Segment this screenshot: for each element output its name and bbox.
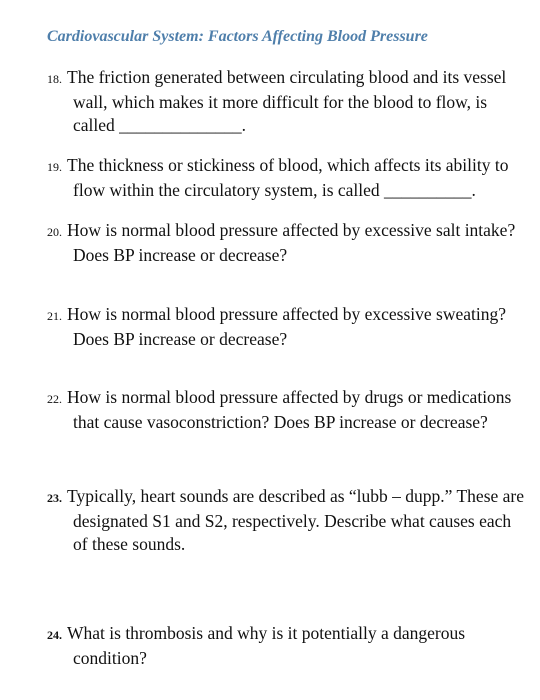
question-21: [47, 303, 525, 351]
question-24: [47, 622, 525, 670]
question-text: The thickness or stickiness of blood, which affects its ability to flow within the circulatory system, is called __________.: [67, 155, 509, 200]
question-number: 22.: [47, 392, 62, 406]
question-number: 20.: [47, 225, 62, 239]
worksheet-title: Cardiovascular System: Factors Affecting Blood Pressure: [47, 28, 428, 45]
question-text: How is normal blood pressure affected by excessive sweating? Does BP increase or decrease?: [67, 304, 506, 349]
question-text: Typically, heart sounds are described as “lubb – dupp.” These are designated S1 and S2, respectively. Describe what causes each of these sounds.: [67, 486, 525, 554]
question-22: [47, 386, 525, 434]
question-number: 23.: [47, 491, 62, 505]
question-text: How is normal blood pressure affected by drugs or medications that cause vasoconstriction? Does BP increase or decrease?: [67, 387, 512, 432]
question-text: The friction generated between circulating blood and its vessel wall, which makes it more difficult for the blood to flow, is called ______________.: [67, 67, 507, 135]
question-18: [47, 66, 525, 137]
question-number: 19.: [47, 160, 62, 174]
question-23: [47, 485, 525, 556]
question-text: How is normal blood pressure affected by excessive salt intake? Does BP increase or decrease?: [67, 220, 516, 265]
question-text: What is thrombosis and why is it potentially a dangerous condition?: [67, 623, 466, 668]
question-19: [47, 154, 525, 202]
question-number: 21.: [47, 309, 62, 323]
question-number: 24.: [47, 628, 62, 642]
question-20: [47, 219, 525, 267]
question-number: 18.: [47, 72, 62, 86]
